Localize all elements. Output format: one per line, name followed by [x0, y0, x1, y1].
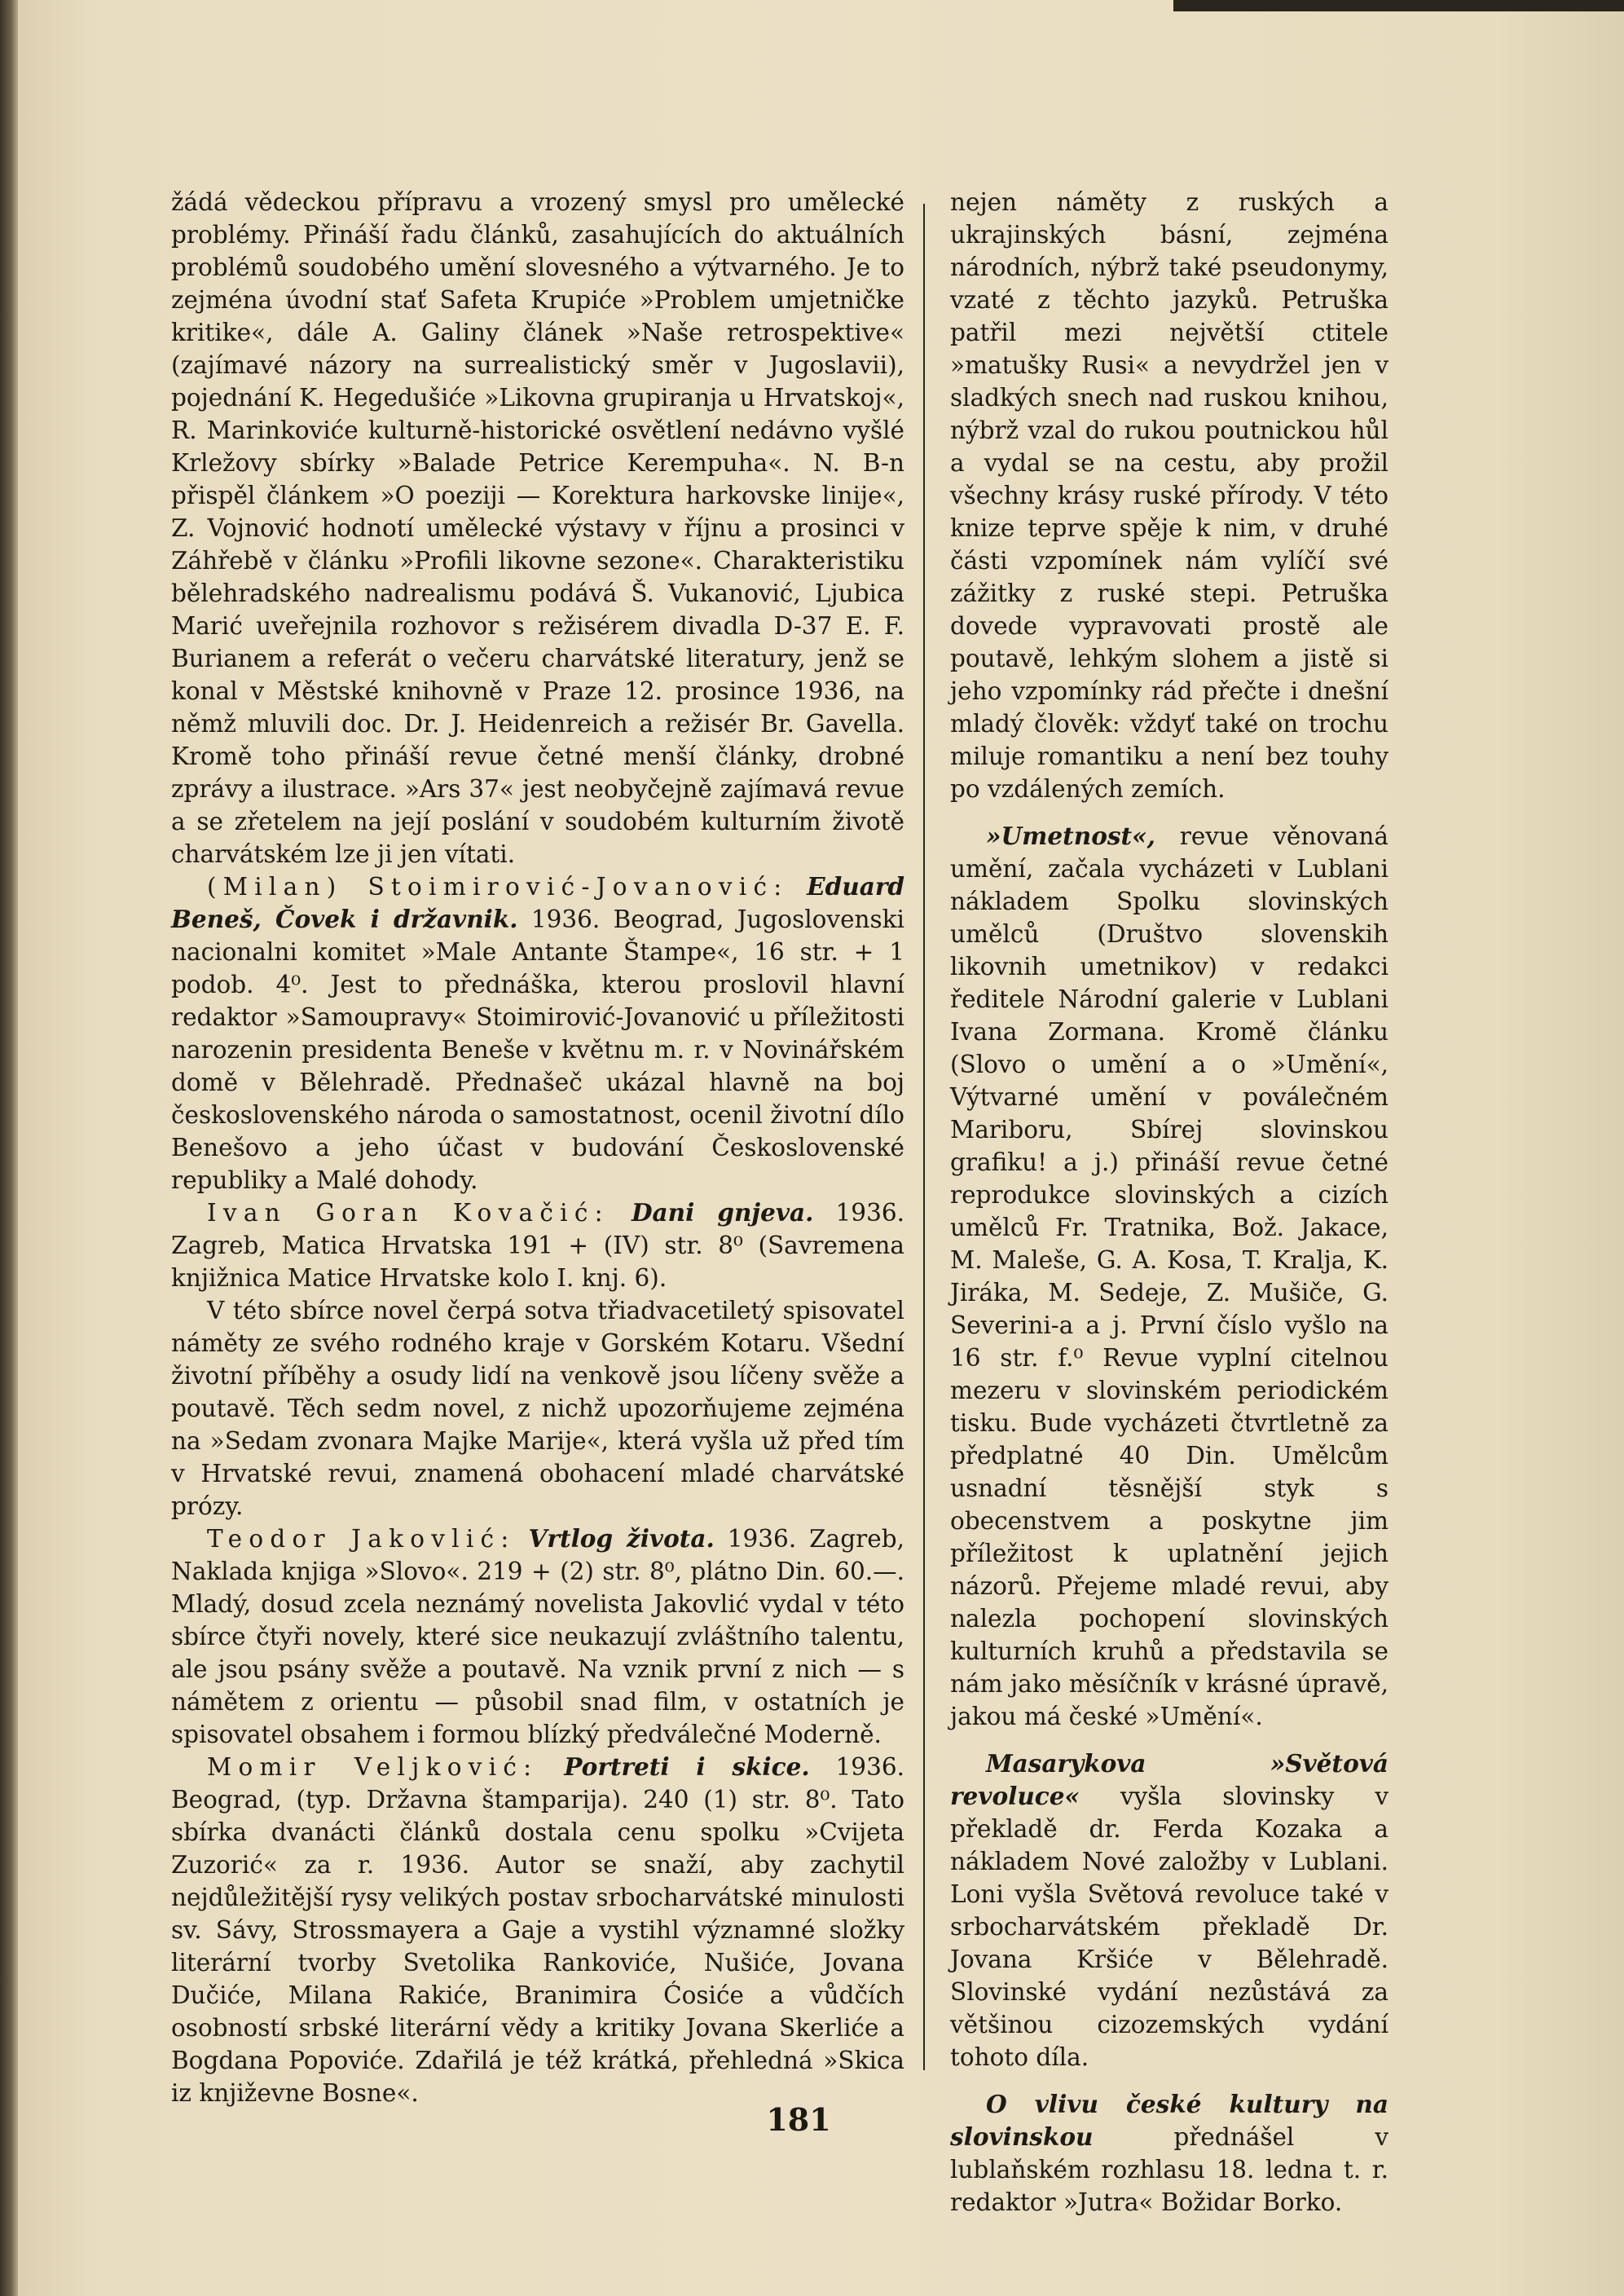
review-entry-portreti-i-skice	[171, 1751, 904, 2109]
review-entry-dani-gnjeva	[171, 1196, 904, 1294]
column-divider	[923, 204, 925, 2070]
entry-title: Portreti i skice.	[564, 1752, 810, 1781]
entry-author: (Milan) Stoimirović-Jovanović:	[207, 873, 789, 901]
right-column	[950, 186, 1389, 2219]
entry-body: 1936. Beograd, Jugoslovenski nacionalni komitet »Male Antante Štampe«, 16 str. + 1 podob. 4⁰. Jest to přednáška, kterou proslovil hlavní redaktor »Samoupravy« Stoimirović-Jovanović u příležitosti narozenin presidenta Beneše v květnu m. r. v Novinářském domě v Bělehradě. Přednašeč ukázal hlavně na boj československého národa o samostatnost, ocenil životní dílo Benešovo a jeho účast v budování Československé republiky a Malé dohody.	[171, 906, 904, 1194]
entry-author: Ivan Goran Kovačić:	[207, 1199, 610, 1227]
entry-title: Dani gnjeva.	[631, 1198, 814, 1227]
entry-title: O vlivu české kultury na slovinskou	[950, 2090, 1389, 2151]
entry-author: Momir Veljković:	[207, 1753, 539, 1781]
review-entry-vrtlog-zivota	[171, 1523, 904, 1751]
entry-body: 1936. Zagreb, Naklada knjiga »Slovo«. 219 + (2) str. 8⁰, plátno Din. 60.—. Mladý, dosud zcela neznámý novelista Jakovlić vydal v této sbírce čtyři novely, které sice neukazují zvláštního talentu, ale jsou psány svěže a poutavě. Na vznik první z nich — s námětem z orientu — působil snad film, v ostatních je spisovatel obsahem i formou blízký předválečné Moderně.	[171, 1525, 904, 1748]
news-entry-svetova-revoluce	[950, 1747, 1389, 2073]
entry-title: Vrtlog života.	[528, 1524, 715, 1553]
page-number: 181	[766, 2101, 831, 2138]
left-intro-paragraph: žádá vědeckou přípravu a vrozený smysl pro umělecké problémy. Přináší řadu článků, zasahujících do aktuálních problémů soudobého umění slovesného a výtvarného. Je to zejména úvodní stať Safeta Krupiće »Problem umjetničke kritike«, dále A. Galiny článek »Naše retrospektive« (zajímavé názory na surrealistický směr v Jugoslavii), pojednání K. Hegedušiće »Likovna grupiranja u Hrvatskoj«, R. Marinkoviće kulturně-historické osvětlení nedávno vyšlé Krležovy sbírky »Balade Petrice Kerempuha«. N. B-n přispěl článkem »O poeziji — Korektura harkovske linije«, Z. Vojnović hodnotí umělecké výstavy v říjnu a prosinci v Záhřebě v článku »Profili likovne sezone«. Charakteristiku bělehradského nadrealismu podává Š. Vukanović, Ljubica Marić uveřejnila rozhovor s režisérem divadla D-37 E. F. Burianem a referát o večeru charvátské literatury, jenž se konal v Městské knihovně v Praze 12. prosince 1936, na němž mluvili doc. Dr. J. Heidenreich a režisér Br. Gavella. Kromě toho přináší revue četné menší články, drobné zprávy a ilustrace. »Ars 37« jest neobyčejně zajímavá revue a se zřetelem na její poslání v soudobém kulturním životě charvátském lze ji jen vítati.	[171, 188, 904, 868]
entry-body: 1936. Zagreb, Matica Hrvatska 191 + (IV) str. 8⁰ (Savremena knjižnica Matice Hrvatske kolo I. knj. 6).	[171, 1199, 904, 1292]
entry-body: revue věnovaná umění, začala vycházeti v Lublani nákladem Spolku slovinských umělců (Društvo slovenskih likovnih umetnikov) v redakci ředitele Národní galerie v Lublani Ivana Zormana. Kromě článku (Slovo o umění a o »Umění«, Výtvarné umění v poválečném Mariboru, Sbírej slovinskou grafiku! a j.) přináší revue četné reprodukce slovinských a cizích umělců Fr. Tratnika, Bož. Jakace, M. Maleše, G. A. Kosa, T. Kralja, K. Jiráka, M. Sedeje, Z. Mušiče, G. Severini-a a j. První číslo vyšlo na 16 str. f.⁰ Revue vyplní citelnou mezeru v slovinském periodickém tisku. Bude vycházeti čtvrtletně za předplatné 40 Din. Umělcům usnadní těsnější styk s obecenstvem a poskytne jim příležitost k uplatnění jejich názorů. Přejeme mladé revui, aby nalezla pochopení slovinských kulturních kruhů a představila se nám jako měsíčník v krásné úpravě, jakou má české »Umění«.	[950, 822, 1389, 1730]
entry-title: Masarykova »Světová revoluce«	[950, 1749, 1389, 1810]
review-entry-dani-gnjeva-continued: V této sbírce novel čerpá sotva třiadvacetiletý spisovatel náměty ze svého rodného kraje v Gorském Kotaru. Všední životní příběhy a osudy lidí na venkově jsou líčeny svěže a poutavě. Těch sedm novel, z nichž upozorňujeme zejména na »Sedam zvonara Majke Marije«, která vyšla už před tím v Hrvatské revui, znamená obohacení mladé charvátské prózy.	[171, 1297, 904, 1520]
left-column	[171, 186, 904, 2109]
review-entry-beneš	[171, 870, 904, 1196]
entry-body: vyšla slovinsky v překladě dr. Ferda Kozaka a nákladem Nové založby v Lublani. Loni vyšla Světová revoluce také v srbocharvátském překladě Dr. Jovana Kršiće v Bělehradě. Slovinské vydání nezůstává za většinou cizozemských vydání tohoto díla.	[950, 1783, 1389, 2071]
entry-title: Eduard Beneš, Čovek i državnik.	[171, 872, 904, 933]
entry-body: 1936. Beograd, (typ. Državna štamparija). 240 (1) str. 8⁰. Tato sbírka dvanácti článků dostala cenu spolku »Cvijeta Zuzorić« za r. 1936. Autor se snaží, aby zachytil nejdůležitější rysy velikých postav srbocharvátské minulosti sv. Sávy, Strossmayera a Gaje a vystihl významné složky literární tvorby Svetolika Rankoviće, Nušiće, Jovana Dučiće, Milana Rakiće, Branimira Ćosiće a vůdčích osobností srbské literární vědy a kritiky Jovana Skerliće a Bogdana Popoviće. Zdařilá je též krátká, přehledná »Skica iz književne Bosne«.	[171, 1753, 904, 2107]
entry-title: »Umetnost«,	[986, 822, 1155, 850]
top-edge-rule	[1173, 0, 1624, 11]
entry-body: přednášel v lublaňském rozhlasu 18. ledna t. r. redaktor »Jutra« Božidar Borko.	[950, 2123, 1389, 2216]
book-binding-edge	[0, 0, 18, 2296]
entry-author: Teodor Jakovlić:	[207, 1525, 516, 1553]
news-entry-umetnost	[950, 820, 1389, 1733]
right-intro-paragraph: nejen náměty z ruských a ukrajinských básní, zejména národních, nýbrž také pseudonymy, vzaté z těchto jazyků. Petruška patřil mezi největší ctitele »matušky Rusi« a nevydržel jen v sladkých snech nad ruskou knihou, nýbrž vzal do rukou poutnickou hůl a vydal se na cestu, aby prožil všechny krásy ruské přírody. V této knize teprve spěje k nim, v druhé části vzpomínek nám vylíčí své zážitky z ruské stepi. Petruška dovede vypravovati prostě ale poutavě, lehkým slohem a jistě si jeho vzpomínky rád přečte i dnešní mladý člověk: vždyť také on trochu miluje romantiku a není bez touhy po vzdálených zemích.	[950, 188, 1389, 803]
news-entry-vliv-ceske-kultury	[950, 2088, 1389, 2219]
